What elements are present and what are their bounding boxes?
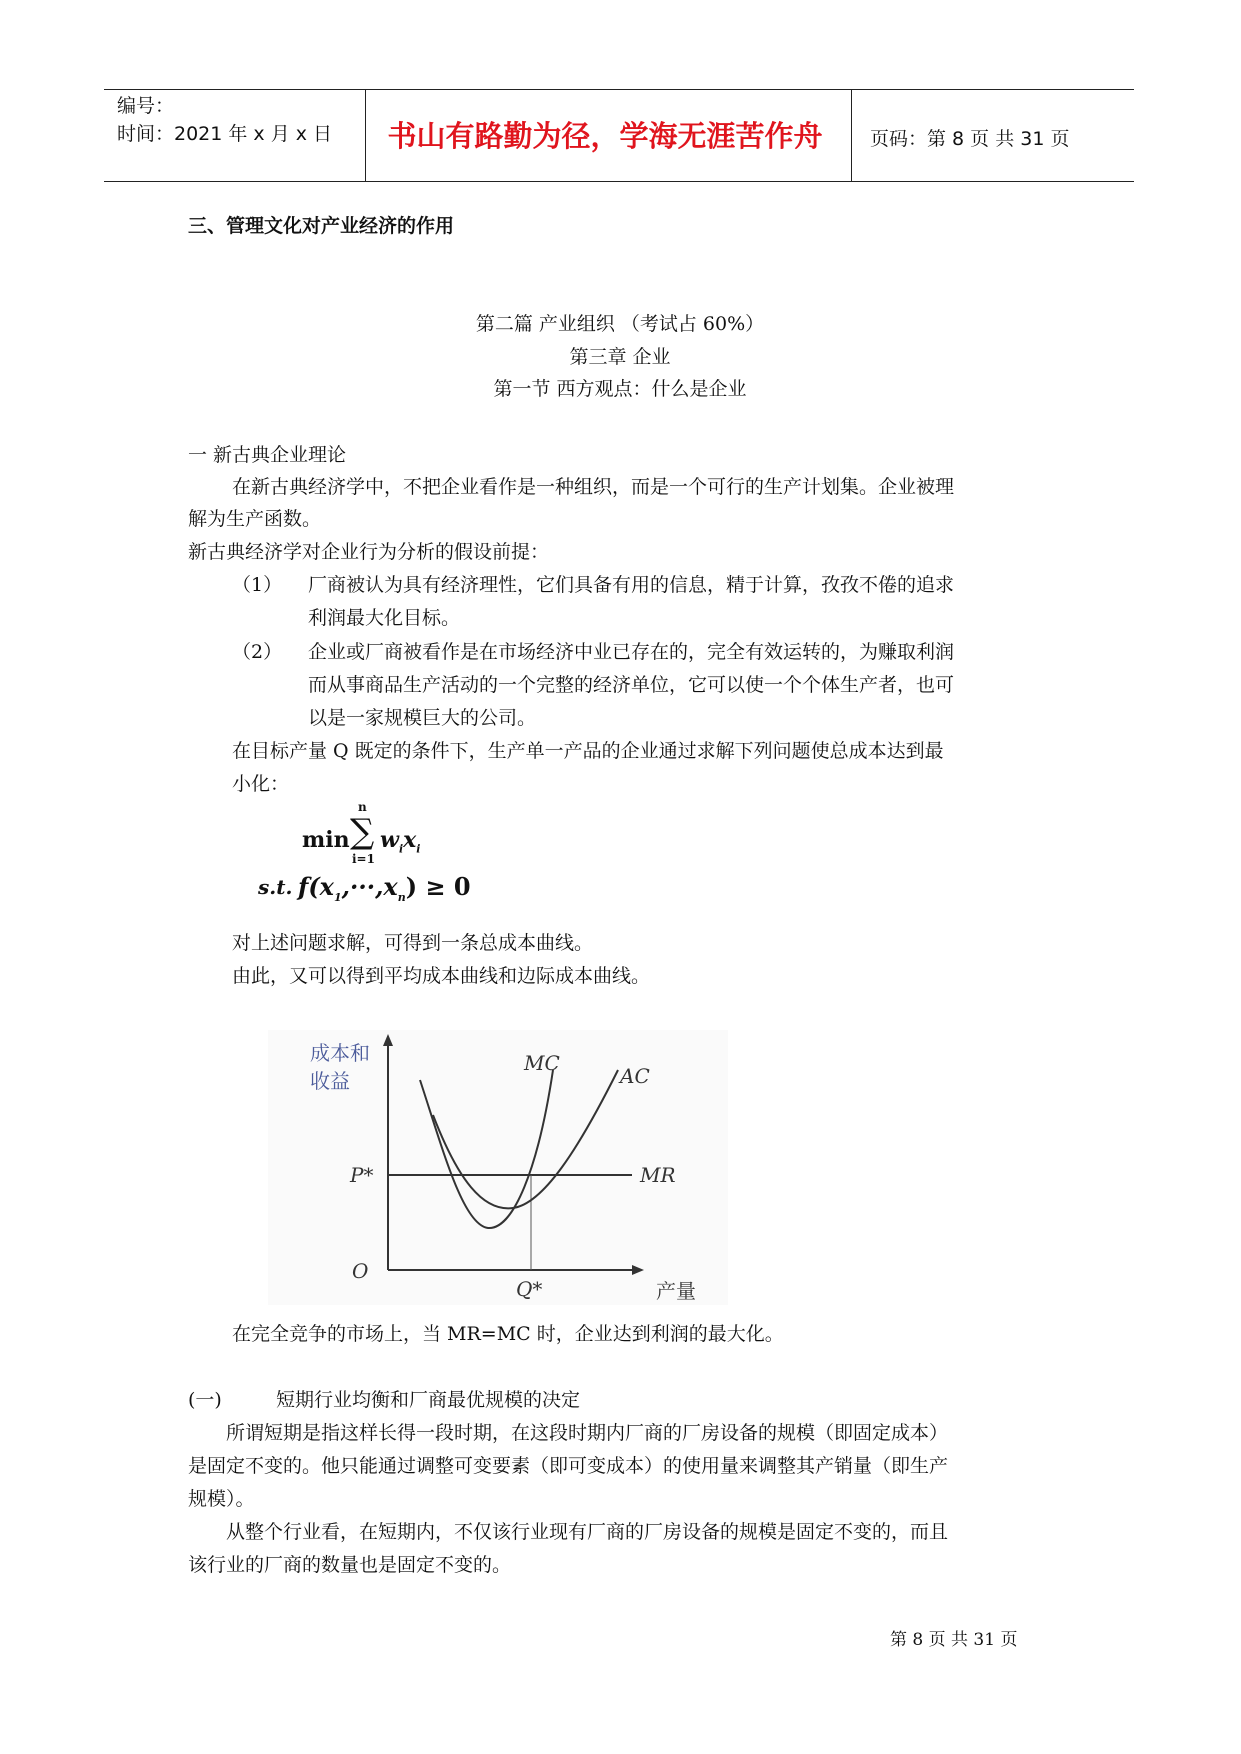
formula-sum-lower: i=1 — [352, 852, 375, 866]
paragraph-line: 解为生产函数。 — [188, 508, 322, 530]
paragraph-line: 新古典经济学对企业行为分析的假设前提： — [188, 541, 550, 563]
formula-w-sub: i — [398, 842, 404, 856]
formula-sum-sign: ∑ — [350, 812, 375, 852]
header-motto: 书山有路勤为径，学海无涯苦作舟 — [387, 119, 823, 153]
heading-neoclassical: 一 新古典企业理论 — [188, 444, 347, 466]
paragraph-line: 规模）。 — [188, 1488, 255, 1510]
mr-label: MR — [640, 1163, 676, 1187]
formula-term — [380, 827, 420, 855]
part-title: 第二篇 产业组织 （考试占 60%） — [475, 313, 765, 335]
paragraph-line: 所谓短期是指这样长得一段时期，在这段时期内厂商的厂房设备的规模（即固定成本） — [226, 1422, 949, 1444]
heading-number: (一) — [188, 1389, 222, 1411]
header-divider-right — [851, 89, 852, 181]
formula-w: w — [380, 827, 399, 853]
header-top-rule — [104, 89, 1134, 90]
paragraph-line: 该行业的厂商的数量也是固定不变的。 — [188, 1554, 512, 1576]
formula-min: min — [302, 827, 350, 853]
formula-x: x — [403, 827, 417, 853]
formula-constraint-open: f(x — [298, 872, 334, 901]
header-bottom-rule — [104, 181, 1134, 182]
list-item-text: 企业或厂商被看作是在市场经济中业已存在的，完全有效运转的，为赚取利润 — [308, 641, 955, 663]
chapter-title: 第三章 企业 — [569, 346, 671, 368]
list-item-number: （1） — [232, 574, 283, 596]
section-subtitle: 第一节 西方观点：什么是企业 — [493, 378, 747, 400]
formula-constraint-end: ) ≥ 0 — [405, 872, 471, 901]
paragraph-line: 在目标产量 Q 既定的条件下，生产单一产品的企业通过求解下列问题使总成本达到最 — [232, 740, 944, 762]
x-axis-label: 产量 — [656, 1279, 696, 1303]
list-item-text: 而从事商品生产活动的一个完整的经济单位，它可以使一个个体生产者，也可 — [308, 674, 955, 696]
origin-label: O — [352, 1259, 369, 1283]
header-time: 时间：2021 年 x 月 x 日 — [117, 123, 333, 145]
formula-x-sub: i — [416, 842, 421, 856]
formula-constraint-sub1: 1 — [334, 890, 342, 904]
header-divider-left — [365, 89, 366, 181]
optimization-formula — [258, 800, 498, 910]
section-title: 三、管理文化对产业经济的作用 — [188, 215, 455, 237]
formula-constraint-sub2: n — [397, 890, 406, 904]
list-item-number: （2） — [232, 641, 283, 663]
page-footer: 第 8 页 共 31 页 — [890, 1630, 1018, 1650]
list-item-text: 以是一家规模巨大的公司。 — [308, 707, 537, 729]
y-axis-label-line2: 收益 — [310, 1069, 350, 1093]
paragraph-line: 小化： — [232, 773, 290, 795]
list-item-text: 利润最大化目标。 — [308, 607, 461, 629]
header-page-number: 页码：第 8 页 共 31 页 — [870, 128, 1070, 150]
cost-revenue-graph — [268, 1030, 728, 1305]
formula-sum-upper: n — [358, 800, 367, 814]
y-axis-label-line1: 成本和 — [310, 1041, 370, 1065]
heading-short-run: 短期行业均衡和厂商最优规模的决定 — [276, 1389, 581, 1411]
header-meta — [117, 92, 332, 148]
ac-label: AC — [620, 1064, 650, 1088]
p-star-label: P* — [350, 1163, 374, 1187]
paragraph-line: 由此，又可以得到平均成本曲线和边际成本曲线。 — [232, 965, 651, 987]
formula-st: s.t. — [258, 875, 293, 899]
paragraph-line: 从整个行业看，在短期内，不仅该行业现有厂商的厂房设备的规模是固定不变的，而且 — [226, 1521, 949, 1543]
formula-constraint — [298, 872, 471, 904]
header-number: 编号： — [117, 95, 175, 117]
paragraph-line: 在新古典经济学中，不把企业看作是一种组织，而是一个可行的生产计划集。企业被理 — [232, 476, 955, 498]
paragraph-line: 在完全竞争的市场上，当 MR=MC 时，企业达到利润的最大化。 — [232, 1323, 784, 1345]
mc-label: MC — [524, 1051, 560, 1075]
formula-constraint-mid: ,···,x — [341, 872, 398, 901]
q-star-label: Q* — [516, 1277, 543, 1301]
list-item-text: 厂商被认为具有经济理性，它们具备有用的信息，精于计算，孜孜不倦的追求 — [308, 574, 955, 596]
paragraph-line: 对上述问题求解，可得到一条总成本曲线。 — [232, 932, 594, 954]
paragraph-line: 是固定不变的。他只能通过调整可变要素（即可变成本）的使用量来调整其产销量（即生产 — [188, 1455, 949, 1477]
